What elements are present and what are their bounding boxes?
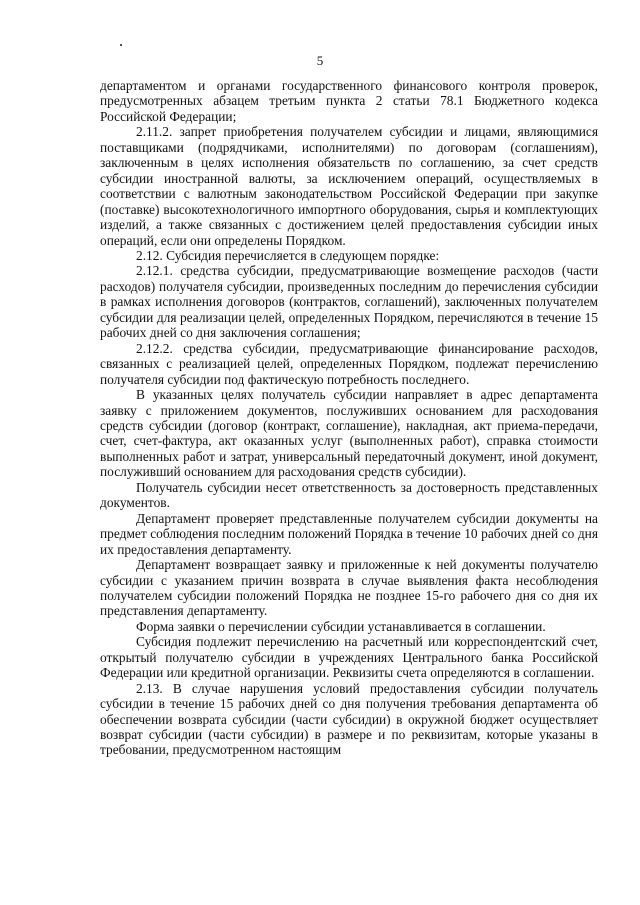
paragraph-2-12-1: 2.12.1. средства субсидии, предусматривающие возмещение расходов (части расходов) получателя субсидии, произведенных последним до перечисления субсидии в рамках исполнения договоров (контрактов, соглашений), заключенных получателем субсидии для реализации целей, определенных Порядком, перечисляются в течение 15 рабочих дней со дня заключения соглашения; [100,263,598,341]
paragraph-2-12-2: 2.12.2. средства субсидии, предусматривающие финансирование расходов, связанных с реализацией целей, определенных Порядком, подлежат перечислению получателя субсидии под фактическую потребность последнего. [100,340,598,387]
paragraph-application: В указанных целях получатель субсидии направляет в адрес департамента заявку с приложением документов, послуживших основанием для расходования средств субсидии (договор (контракт, соглашение), накладная, акт приема-передачи, счет, счет-фактура, акт оказанных услуг (выполненных работ), справка стоимости выполненных работ и затрат, универсальный передаточный документ, иной документ, послуживший основанием для расходования средств субсидии). [100,387,598,480]
paragraph-continuation: департаментом и органами государственного финансового контроля проверок, предусмотренных абзацем третьим пункта 2 статьи 78.1 Бюджетного кодекса Российской Федерации; [100,78,598,124]
paragraph-return: Департамент возвращает заявку и приложенные к ней документы получателю субсидии с указанием причин возврата в случае выявления факта несоблюдения получателем субсидии положений Порядка не позднее 15-го рабочего дня со дня их представления департаменту. [100,557,598,619]
scan-speck [120,44,122,46]
paragraph-responsibility: Получатель субсидии несет ответственность за достоверность представленных документов. [100,479,598,511]
paragraph-transfer: Субсидия подлежит перечислению на расчетный или корреспондентский счет, открытый получателю субсидии в учреждениях Центрального банка Российской Федерации или кредитной организации. Реквизиты счета определяются в соглашении. [100,634,598,681]
document-body [100,78,598,758]
paragraph-verification: Департамент проверяет представленные получателем субсидии документы на предмет соблюдения последним положений Порядка в течение 10 рабочих дней со дня их предоставления департаменту. [100,510,598,557]
paragraph-2-11-2: 2.11.2. запрет приобретения получателем субсидии и лицами, являющимися поставщиками (подрядчиками, исполнителями) по договорам (соглашениям), заключенным в целях исполнения обязательств по соглашению, за счет средств субсидии иностранной валюты, за исключением операций, осуществляемых в соответствии с валютным законодательством Российской Федерации при закупке (поставке) высокотехнологичного импортного оборудования, сырья и комплектующих изделий, а также связанных с достижением целей предоставления субсидии иных операций, если они определены Порядком. [100,124,598,248]
paragraph-2-12: 2.12. Субсидия перечисляется в следующем порядке: [136,247,440,263]
paragraph-form: Форма заявки о перечислении субсидии устанавливается в соглашении. [136,618,546,634]
page-number: 5 [316,53,324,68]
paragraph-2-13: 2.13. В случае нарушения условий предоставления субсидии получатель субсидии в течение 15 рабочих дней со дня получения требования департамента об обеспечении возврата субсидии (части субсидии) в окружной бюджет осуществляет возврат субсидии (части субсидии) в размере и по реквизитам, которые указаны в требовании, предусмотренном настоящим [100,680,598,758]
